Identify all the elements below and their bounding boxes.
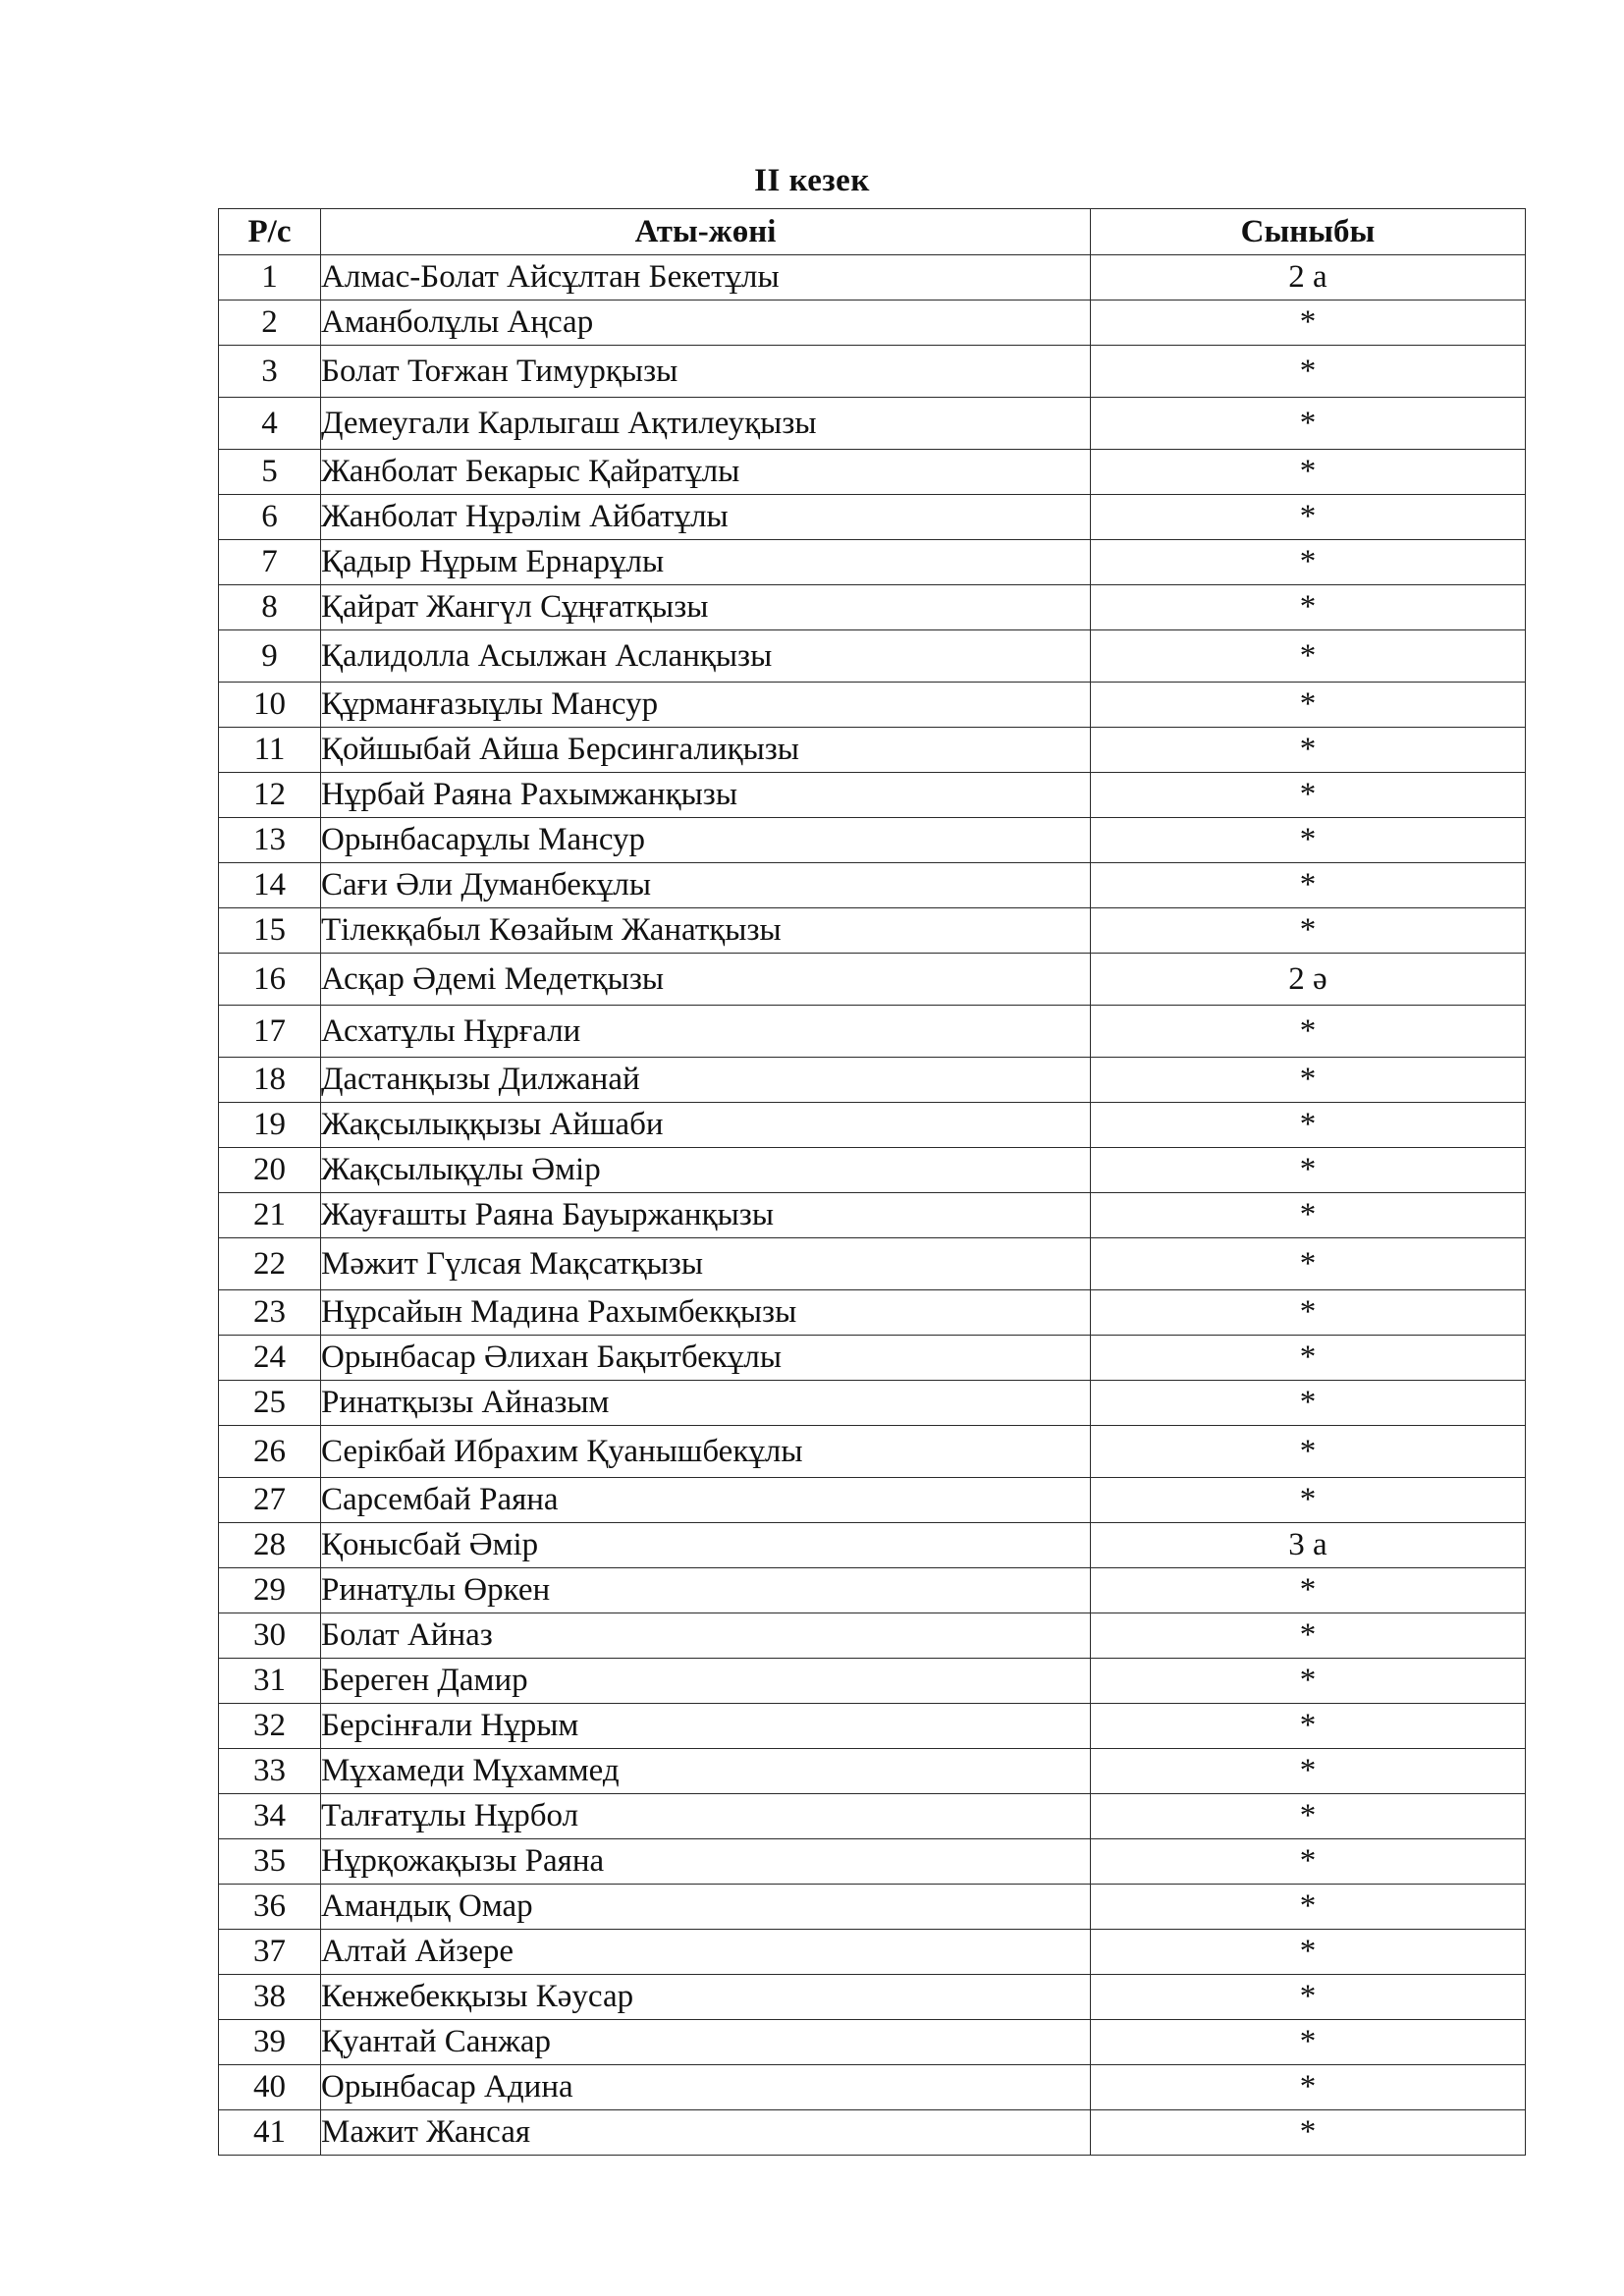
row-number-cell: 4 bbox=[219, 398, 321, 450]
class-cell: * bbox=[1091, 1103, 1526, 1148]
student-name-cell: Берсінғали Нұрым bbox=[321, 1704, 1091, 1749]
header-row bbox=[219, 209, 1526, 255]
student-name-cell: Нұрқожақызы Раяна bbox=[321, 1839, 1091, 1885]
row-number-cell: 36 bbox=[219, 1885, 321, 1930]
row-number-cell: 8 bbox=[219, 585, 321, 630]
row-number-cell: 28 bbox=[219, 1523, 321, 1568]
student-name-cell: Сағи Әли Думанбекұлы bbox=[321, 863, 1091, 908]
row-number-cell: 27 bbox=[219, 1478, 321, 1523]
row-number-cell: 16 bbox=[219, 954, 321, 1006]
student-name-cell: Жауғашты Раяна Бауыржанқызы bbox=[321, 1193, 1091, 1238]
class-cell: * bbox=[1091, 1006, 1526, 1058]
row-number-cell: 40 bbox=[219, 2065, 321, 2110]
class-cell: * bbox=[1091, 1058, 1526, 1103]
table-row bbox=[219, 1058, 1526, 1103]
table-row bbox=[219, 1659, 1526, 1704]
class-cell: * bbox=[1091, 1749, 1526, 1794]
row-number-cell: 13 bbox=[219, 818, 321, 863]
student-name-cell: Орынбасар Адина bbox=[321, 2065, 1091, 2110]
table-row bbox=[219, 1749, 1526, 1794]
table-row bbox=[219, 2110, 1526, 2156]
table-row bbox=[219, 1238, 1526, 1290]
student-name-cell: Сарсембай Раяна bbox=[321, 1478, 1091, 1523]
row-number-cell: 25 bbox=[219, 1381, 321, 1426]
student-name-cell: Кенжебекқызы Кәусар bbox=[321, 1975, 1091, 2020]
table-row bbox=[219, 495, 1526, 540]
student-name-cell: Жақсылыққызы Айшаби bbox=[321, 1103, 1091, 1148]
student-name-cell: Болат Айназ bbox=[321, 1613, 1091, 1659]
table-row bbox=[219, 2065, 1526, 2110]
class-cell: * bbox=[1091, 1426, 1526, 1478]
student-name-cell: Жанболат Нұрәлім Айбатұлы bbox=[321, 495, 1091, 540]
class-cell: 2 а bbox=[1091, 255, 1526, 301]
table-row bbox=[219, 1148, 1526, 1193]
class-cell: * bbox=[1091, 2065, 1526, 2110]
table-row bbox=[219, 1930, 1526, 1975]
row-number-cell: 12 bbox=[219, 773, 321, 818]
column-header-class: Сыныбы bbox=[1091, 209, 1526, 255]
student-name-cell: Алтай Айзере bbox=[321, 1930, 1091, 1975]
column-header-full-name: Аты-жөні bbox=[321, 209, 1091, 255]
row-number-cell: 31 bbox=[219, 1659, 321, 1704]
row-number-cell: 23 bbox=[219, 1290, 321, 1336]
student-name-cell: Орынбасарұлы Мансур bbox=[321, 818, 1091, 863]
class-cell: * bbox=[1091, 773, 1526, 818]
student-name-cell: Серікбай Ибрахим Қуанышбекұлы bbox=[321, 1426, 1091, 1478]
row-number-cell: 41 bbox=[219, 2110, 321, 2156]
table-row bbox=[219, 585, 1526, 630]
table-row bbox=[219, 683, 1526, 728]
row-number-cell: 5 bbox=[219, 450, 321, 495]
row-number-cell: 21 bbox=[219, 1193, 321, 1238]
class-cell: * bbox=[1091, 728, 1526, 773]
row-number-cell: 3 bbox=[219, 346, 321, 398]
table-row bbox=[219, 1523, 1526, 1568]
row-number-cell: 7 bbox=[219, 540, 321, 585]
student-name-cell: Талғатұлы Нұрбол bbox=[321, 1794, 1091, 1839]
class-cell: * bbox=[1091, 1704, 1526, 1749]
class-cell: * bbox=[1091, 540, 1526, 585]
table-row bbox=[219, 1839, 1526, 1885]
row-number-cell: 6 bbox=[219, 495, 321, 540]
class-cell: * bbox=[1091, 495, 1526, 540]
class-cell: * bbox=[1091, 398, 1526, 450]
student-name-cell: Орынбасар Әлихан Бақытбекұлы bbox=[321, 1336, 1091, 1381]
student-name-cell: Қонысбай Әмір bbox=[321, 1523, 1091, 1568]
row-number-cell: 15 bbox=[219, 908, 321, 954]
table-row bbox=[219, 2020, 1526, 2065]
table-row bbox=[219, 863, 1526, 908]
class-cell: * bbox=[1091, 1148, 1526, 1193]
class-cell: * bbox=[1091, 1336, 1526, 1381]
class-cell: * bbox=[1091, 450, 1526, 495]
class-cell: * bbox=[1091, 1238, 1526, 1290]
table-row bbox=[219, 1568, 1526, 1613]
row-number-cell: 32 bbox=[219, 1704, 321, 1749]
student-name-cell: Дастанқызы Дилжанай bbox=[321, 1058, 1091, 1103]
table-row bbox=[219, 1006, 1526, 1058]
class-cell: * bbox=[1091, 1193, 1526, 1238]
student-name-cell: Аманболұлы Аңсар bbox=[321, 301, 1091, 346]
class-cell: * bbox=[1091, 1659, 1526, 1704]
student-name-cell: Амандық Омар bbox=[321, 1885, 1091, 1930]
class-cell: * bbox=[1091, 1839, 1526, 1885]
student-name-cell: Береген Дамир bbox=[321, 1659, 1091, 1704]
class-cell: * bbox=[1091, 585, 1526, 630]
class-cell: * bbox=[1091, 1975, 1526, 2020]
row-number-cell: 2 bbox=[219, 301, 321, 346]
table-row bbox=[219, 1975, 1526, 2020]
class-cell: * bbox=[1091, 1613, 1526, 1659]
row-number-cell: 26 bbox=[219, 1426, 321, 1478]
student-name-cell: Нұрбай Раяна Рахымжанқызы bbox=[321, 773, 1091, 818]
table-row bbox=[219, 1103, 1526, 1148]
row-number-cell: 18 bbox=[219, 1058, 321, 1103]
student-name-cell: Қалидолла Асылжан Асланқызы bbox=[321, 630, 1091, 683]
student-name-cell: Ринатұлы Өркен bbox=[321, 1568, 1091, 1613]
row-number-cell: 20 bbox=[219, 1148, 321, 1193]
table-body bbox=[219, 255, 1526, 2156]
row-number-cell: 30 bbox=[219, 1613, 321, 1659]
row-number-cell: 1 bbox=[219, 255, 321, 301]
row-number-cell: 10 bbox=[219, 683, 321, 728]
table-row bbox=[219, 1794, 1526, 1839]
table-row bbox=[219, 301, 1526, 346]
student-name-cell: Болат Тоғжан Тимурқызы bbox=[321, 346, 1091, 398]
student-name-cell: Демеугали Карлыгаш Ақтилеуқызы bbox=[321, 398, 1091, 450]
student-name-cell: Қуантай Санжар bbox=[321, 2020, 1091, 2065]
table-row bbox=[219, 1478, 1526, 1523]
student-name-cell: Мұхамеди Мұхаммед bbox=[321, 1749, 1091, 1794]
student-roster-table bbox=[218, 208, 1526, 2156]
class-cell: * bbox=[1091, 1478, 1526, 1523]
student-name-cell: Алмас-Болат Айсұлтан Бекетұлы bbox=[321, 255, 1091, 301]
class-cell: * bbox=[1091, 908, 1526, 954]
class-cell: * bbox=[1091, 1794, 1526, 1839]
student-name-cell: Асхатұлы Нұрғали bbox=[321, 1006, 1091, 1058]
row-number-cell: 17 bbox=[219, 1006, 321, 1058]
class-cell: * bbox=[1091, 683, 1526, 728]
row-number-cell: 24 bbox=[219, 1336, 321, 1381]
class-cell: * bbox=[1091, 1290, 1526, 1336]
table-row bbox=[219, 908, 1526, 954]
class-cell: 2 ә bbox=[1091, 954, 1526, 1006]
class-cell: * bbox=[1091, 1381, 1526, 1426]
row-number-cell: 9 bbox=[219, 630, 321, 683]
row-number-cell: 34 bbox=[219, 1794, 321, 1839]
table-row bbox=[219, 1613, 1526, 1659]
table-row bbox=[219, 1704, 1526, 1749]
table-row bbox=[219, 346, 1526, 398]
class-cell: 3 а bbox=[1091, 1523, 1526, 1568]
class-cell: * bbox=[1091, 818, 1526, 863]
student-name-cell: Қадыр Нұрым Ернарұлы bbox=[321, 540, 1091, 585]
table-row bbox=[219, 1381, 1526, 1426]
table-row bbox=[219, 1336, 1526, 1381]
student-name-cell: Қойшыбай Айша Берсингалиқызы bbox=[321, 728, 1091, 773]
class-cell: * bbox=[1091, 630, 1526, 683]
student-name-cell: Қайрат Жангүл Сұңғатқызы bbox=[321, 585, 1091, 630]
student-name-cell: Асқар Әдемі Медетқызы bbox=[321, 954, 1091, 1006]
class-cell: * bbox=[1091, 2110, 1526, 2156]
student-name-cell: Құрманғазыұлы Мансур bbox=[321, 683, 1091, 728]
student-name-cell: Нұрсайын Мадина Рахымбекқызы bbox=[321, 1290, 1091, 1336]
table-row bbox=[219, 818, 1526, 863]
row-number-cell: 29 bbox=[219, 1568, 321, 1613]
row-number-cell: 22 bbox=[219, 1238, 321, 1290]
table-row bbox=[219, 255, 1526, 301]
row-number-cell: 11 bbox=[219, 728, 321, 773]
student-name-cell: Тілекқабыл Көзайым Жанатқызы bbox=[321, 908, 1091, 954]
class-cell: * bbox=[1091, 1930, 1526, 1975]
page-title: II кезек bbox=[754, 163, 870, 198]
column-header-number: Р/с bbox=[219, 209, 321, 255]
student-name-cell: Жақсылықұлы Әмір bbox=[321, 1148, 1091, 1193]
row-number-cell: 37 bbox=[219, 1930, 321, 1975]
table-row bbox=[219, 773, 1526, 818]
table-row bbox=[219, 1290, 1526, 1336]
class-cell: * bbox=[1091, 346, 1526, 398]
class-cell: * bbox=[1091, 301, 1526, 346]
table-row bbox=[219, 728, 1526, 773]
table-row bbox=[219, 1193, 1526, 1238]
class-cell: * bbox=[1091, 1568, 1526, 1613]
table-row bbox=[219, 540, 1526, 585]
student-name-cell: Жанболат Бекарыс Қайратұлы bbox=[321, 450, 1091, 495]
class-cell: * bbox=[1091, 2020, 1526, 2065]
table-header bbox=[219, 209, 1526, 255]
table-row bbox=[219, 1426, 1526, 1478]
row-number-cell: 14 bbox=[219, 863, 321, 908]
row-number-cell: 39 bbox=[219, 2020, 321, 2065]
student-name-cell: Мажит Жансая bbox=[321, 2110, 1091, 2156]
student-name-cell: Ринатқызы Айназым bbox=[321, 1381, 1091, 1426]
class-cell: * bbox=[1091, 863, 1526, 908]
student-name-cell: Мәжит Гүлсая Мақсатқызы bbox=[321, 1238, 1091, 1290]
row-number-cell: 38 bbox=[219, 1975, 321, 2020]
table-row bbox=[219, 450, 1526, 495]
row-number-cell: 19 bbox=[219, 1103, 321, 1148]
class-cell: * bbox=[1091, 1885, 1526, 1930]
table-row bbox=[219, 630, 1526, 683]
table-row bbox=[219, 954, 1526, 1006]
table-row bbox=[219, 398, 1526, 450]
table-row bbox=[219, 1885, 1526, 1930]
row-number-cell: 35 bbox=[219, 1839, 321, 1885]
row-number-cell: 33 bbox=[219, 1749, 321, 1794]
